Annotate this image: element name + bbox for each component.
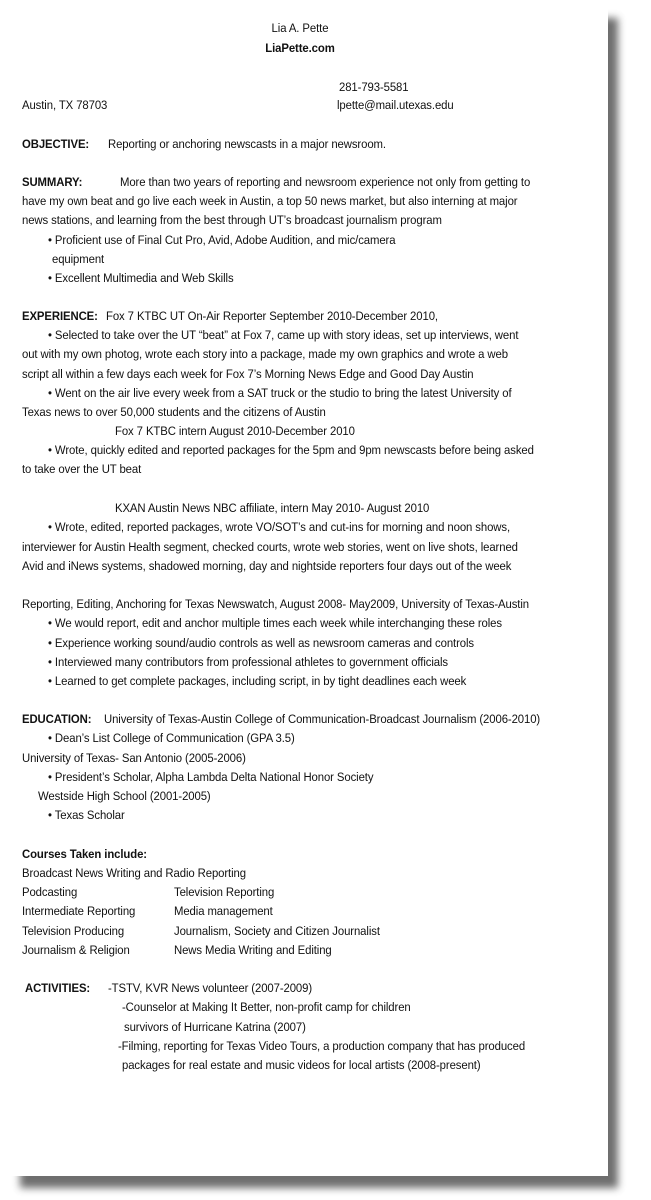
job-title: Reporting, Editing, Anchoring for Texas Newswatch, August 2008- May2009, University of Texas-Austin	[22, 597, 529, 611]
activity-line: -TSTV, KVR News volunteer (2007-2009)	[108, 981, 313, 995]
summary-bullet: • Excellent Multimedia and Web Skills	[48, 271, 234, 285]
education-label: EDUCATION:	[22, 712, 92, 726]
summary-line: news stations, and learning from the best through UT’s broadcast journalism program	[22, 213, 442, 227]
course-item: Journalism & Religion	[22, 943, 130, 957]
website: LiaPette.com	[265, 41, 335, 55]
resume-page	[10, 8, 608, 1176]
experience-bullet: • We would report, edit and anchor multiple times each week while interchanging these roles	[48, 616, 502, 630]
experience-label: EXPERIENCE:	[22, 309, 98, 323]
summary-bullet-cont: equipment	[52, 252, 105, 266]
course-item: Intermediate Reporting	[22, 904, 136, 918]
email: lpette@mail.utexas.edu	[337, 98, 454, 112]
education-line: University of Texas-Austin College of Communication-Broadcast Journalism (2006-2010)	[104, 712, 541, 726]
education-bullet: • President’s Scholar, Alpha Lambda Delta National Honor Society	[48, 770, 374, 784]
summary-line: have my own beat and go live each week in Austin, a top 50 news market, but also interning at major	[22, 194, 518, 208]
course-item: Media management	[174, 904, 273, 918]
course-item: Journalism, Society and Citizen Journalist	[174, 924, 380, 938]
education-bullet: • Texas Scholar	[48, 808, 125, 822]
city-zip: Austin, TX 78703	[22, 98, 108, 112]
course-item: News Media Writing and Editing	[174, 943, 332, 957]
course-item: Podcasting	[22, 885, 78, 899]
experience-line: to take over the UT beat	[22, 462, 142, 476]
education-bullet: • Dean’s List College of Communication (GPA 3.5)	[48, 731, 295, 745]
course-item: Broadcast News Writing and Radio Reporting	[22, 866, 246, 880]
phone: 281-793-5581	[339, 80, 409, 94]
course-item: Television Reporting	[174, 885, 275, 899]
experience-bullet: • Went on the air live every week from a SAT truck or the studio to bring the latest University of	[48, 386, 512, 400]
job-title: Fox 7 KTBC UT On-Air Reporter September 2010-December 2010,	[106, 309, 438, 323]
education-line: University of Texas- San Antonio (2005-2006)	[22, 751, 246, 765]
experience-bullet: • Learned to get complete packages, including script, in by tight deadlines each week	[48, 674, 467, 688]
courses-label: Courses Taken include:	[22, 847, 147, 861]
experience-line: Texas news to over 50,000 students and the citizens of Austin	[22, 405, 326, 419]
experience-bullet: • Wrote, edited, reported packages, wrote VO/SOT’s and cut-ins for morning and noon shows,	[48, 520, 511, 534]
experience-bullet: • Wrote, quickly edited and reported packages for the 5pm and 9pm newscasts before being asked	[48, 443, 534, 457]
experience-line: interviewer for Austin Health segment, checked courts, wrote web stories, went on live shots, learned	[22, 540, 518, 554]
activity-line: packages for real estate and music videos for local artists (2008-present)	[122, 1058, 481, 1072]
name: Lia A. Pette	[271, 21, 329, 35]
experience-bullet: • Experience working sound/audio controls as well as newsroom cameras and controls	[48, 636, 475, 650]
activity-line: -Counselor at Making It Better, non-profit camp for children	[122, 1000, 411, 1014]
course-item: Television Producing	[22, 924, 125, 938]
experience-bullet: • Interviewed many contributors from professional athletes to government officials	[48, 655, 448, 669]
education-line: Westside High School (2001-2005)	[38, 789, 211, 803]
activities-label: ACTIVITIES:	[25, 981, 91, 995]
objective-label: OBJECTIVE:	[22, 137, 90, 151]
activity-line: survivors of Hurricane Katrina (2007)	[124, 1020, 306, 1034]
activity-line: -Filming, reporting for Texas Video Tours, a production company that has produced	[118, 1039, 526, 1053]
job-title: KXAN Austin News NBC affiliate, intern May 2010- August 2010	[115, 501, 430, 515]
summary-bullet: • Proficient use of Final Cut Pro, Avid, Adobe Audition, and mic/camera	[48, 233, 396, 247]
experience-bullet: • Selected to take over the UT “beat” at Fox 7, came up with story ideas, set up interviews, went	[48, 328, 519, 342]
job-title: Fox 7 KTBC intern August 2010-December 2010	[115, 424, 355, 438]
summary-line: More than two years of reporting and newsroom experience not only from getting to	[120, 175, 531, 189]
experience-line: Avid and iNews systems, shadowed morning, day and nightside reporters four days out of the week	[22, 559, 512, 573]
summary-label: SUMMARY:	[22, 175, 83, 189]
experience-line: out with my own photog, wrote each story into a package, made my own graphics and wrote a web	[22, 347, 508, 361]
experience-line: script all within a few days each week for Fox 7’s Morning News Edge and Good Day Austin	[22, 367, 474, 381]
objective-text: Reporting or anchoring newscasts in a major newsroom.	[108, 137, 386, 151]
